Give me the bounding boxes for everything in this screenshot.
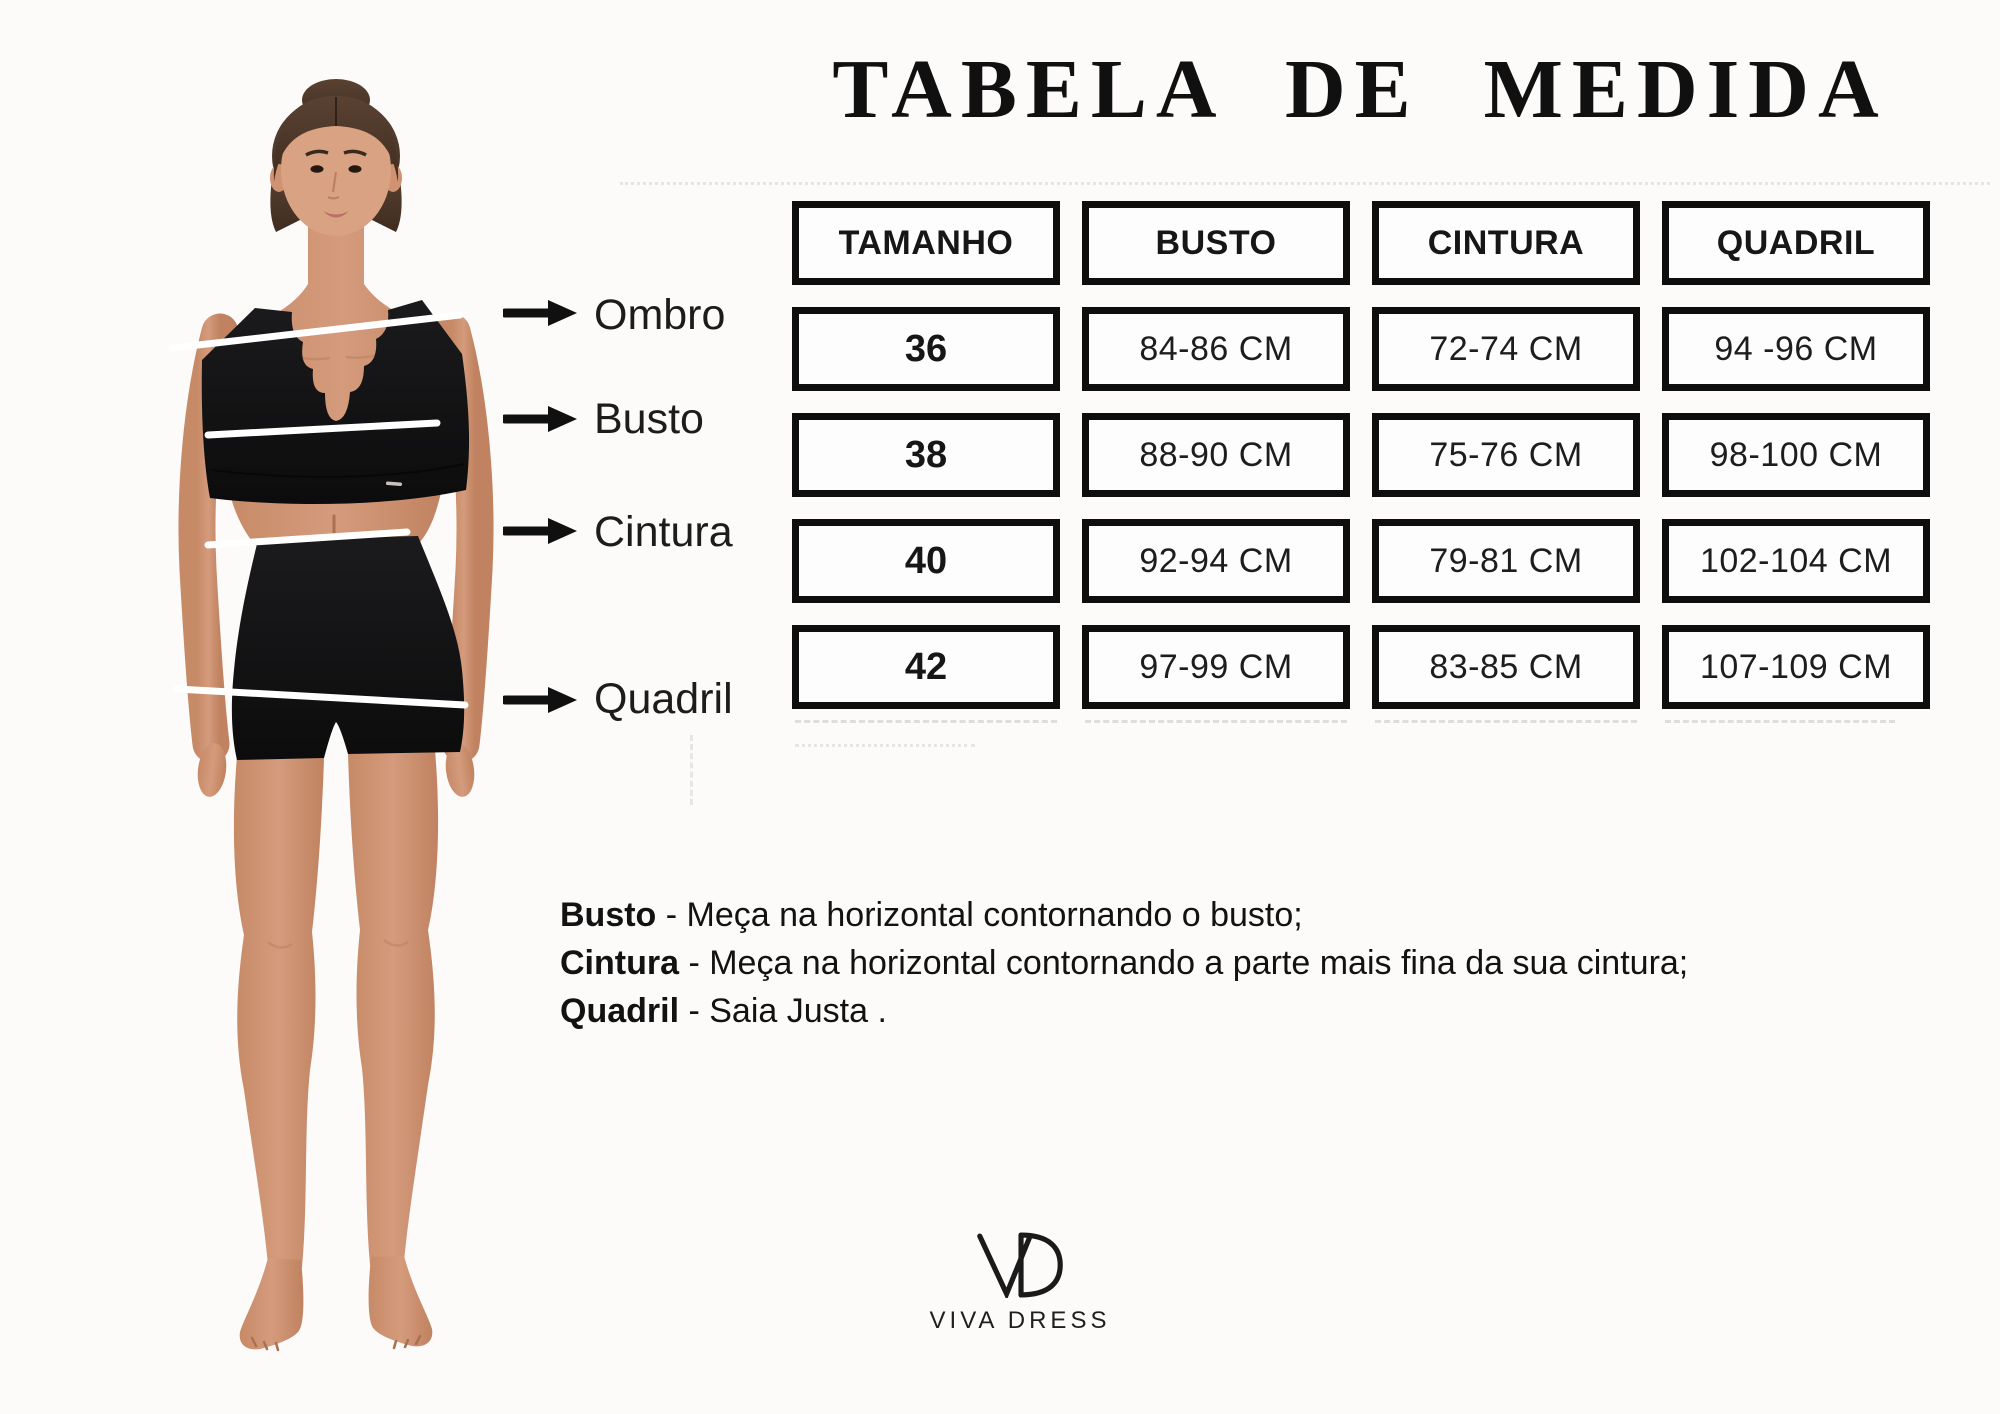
note-term: Cintura [560, 944, 679, 982]
note-text: - Saia Justa . [679, 992, 887, 1030]
smudge-artifact [1665, 720, 1895, 723]
note-text: - Meça na horizontal contornando a parte mais fina da sua cintura; [679, 944, 1689, 982]
col-header-quadril: QUADRIL [1662, 201, 1930, 285]
note-quadril [560, 987, 1980, 1035]
right-foot [369, 1256, 433, 1346]
arrow-right-icon [503, 404, 577, 434]
measurement-notes [560, 891, 1980, 1035]
note-busto [560, 891, 1980, 939]
col-header-tamanho: TAMANHO [792, 201, 1060, 285]
smudge-artifact [690, 735, 693, 805]
smudge-artifact [795, 720, 1057, 723]
brand-logo [880, 1232, 1160, 1335]
right-leg [348, 750, 438, 1265]
size-cell: 36 [792, 307, 1060, 391]
figure-label-cintura: Cintura [594, 508, 733, 556]
page-title: TABELA DE MEDIDA [832, 43, 1888, 136]
smudge-artifact [795, 744, 975, 747]
figure-label-busto: Busto [594, 395, 704, 443]
vd-monogram-icon [974, 1232, 1066, 1303]
model-photo [140, 70, 540, 1360]
figure-label-ombro: Ombro [594, 291, 726, 339]
note-text: - Meça na horizontal contornando o busto; [656, 896, 1303, 934]
arrow-right-icon [503, 516, 577, 546]
brand-name: VIVA DRESS [929, 1307, 1111, 1334]
bust-cell: 84-86 CM [1082, 307, 1350, 391]
size-table [792, 201, 1930, 709]
left-foot [240, 1258, 304, 1349]
col-header-busto: BUSTO [1082, 201, 1350, 285]
scan-artifact [620, 182, 1990, 185]
size-cell: 38 [792, 413, 1060, 497]
hip-cell: 98-100 CM [1662, 413, 1930, 497]
smudge-artifact [1085, 720, 1347, 723]
arrow-right-icon [503, 685, 577, 715]
bust-cell: 92-94 CM [1082, 519, 1350, 603]
bust-cell: 97-99 CM [1082, 625, 1350, 709]
waist-cell: 79-81 CM [1372, 519, 1640, 603]
waist-cell: 83-85 CM [1372, 625, 1640, 709]
waist-cell: 75-76 CM [1372, 413, 1640, 497]
waist-cell: 72-74 CM [1372, 307, 1640, 391]
note-cintura [560, 939, 1980, 987]
size-cell: 42 [792, 625, 1060, 709]
col-header-cintura: CINTURA [1372, 201, 1640, 285]
bust-cell: 88-90 CM [1082, 413, 1350, 497]
shorts [232, 536, 464, 760]
smudge-artifact [1375, 720, 1637, 723]
hip-cell: 102-104 CM [1662, 519, 1930, 603]
note-term: Busto [560, 896, 657, 934]
arrow-right-icon [503, 298, 577, 328]
size-cell: 40 [792, 519, 1060, 603]
hip-cell: 94 -96 CM [1662, 307, 1930, 391]
left-leg [234, 756, 324, 1268]
note-term: Quadril [560, 992, 680, 1030]
figure-label-quadril: Quadril [594, 675, 733, 723]
hip-cell: 107-109 CM [1662, 625, 1930, 709]
